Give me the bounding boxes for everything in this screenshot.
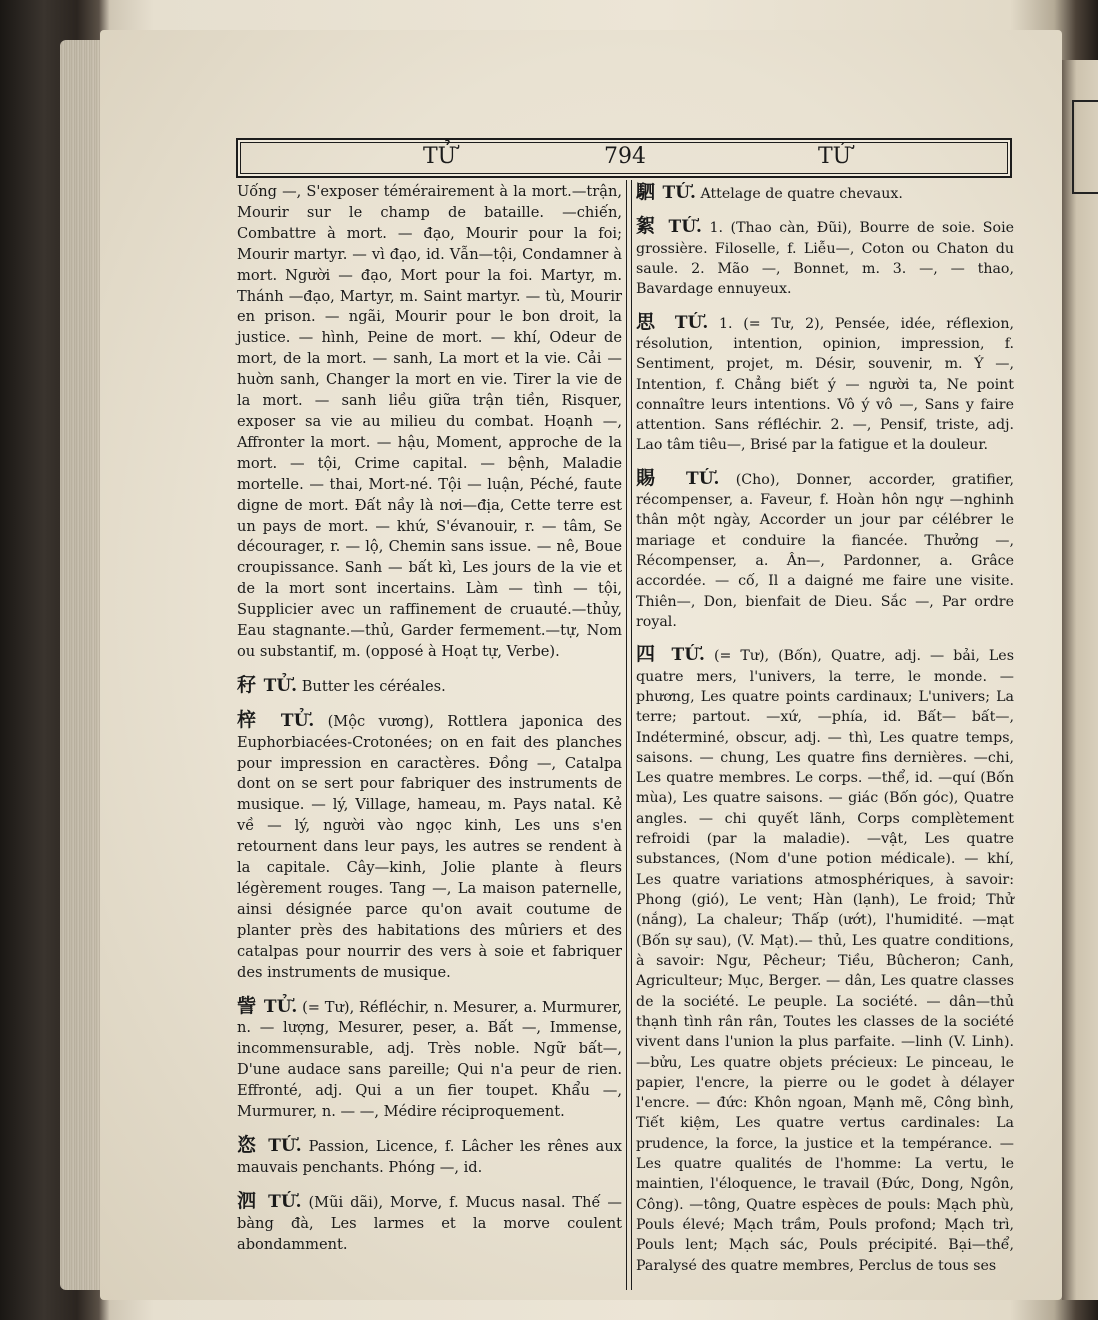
dictionary-entry bbox=[636, 312, 1014, 456]
entry-han-character: 思 bbox=[636, 310, 662, 333]
entry-body: 1. (Thao càn, Đũi), Bourre de soie. Soie grossière. Filoselle, f. Liễu—, Coton ou Chaton du saule. 2. Mão —, Bonnet, m. 3. —, — thao, Bavardage ennuyeux. bbox=[636, 220, 1015, 298]
entry-han-character: 賜 bbox=[636, 466, 667, 489]
entry-headword: TỨ. bbox=[686, 468, 720, 489]
entry-body: Attelage de quatre chevaux. bbox=[700, 186, 903, 202]
facing-page-header-box bbox=[1072, 100, 1098, 194]
entry-headword: TỨ. bbox=[671, 645, 705, 666]
entry-han-character: 絮 bbox=[636, 215, 659, 238]
dictionary-entry bbox=[636, 182, 1014, 204]
column-divider bbox=[626, 180, 632, 1290]
page-number: 794 bbox=[604, 144, 646, 169]
facing-page-sliver bbox=[1062, 60, 1098, 1300]
dictionary-entry bbox=[237, 1135, 622, 1179]
entry-han-character: 泗 bbox=[237, 1189, 259, 1212]
dictionary-entry bbox=[237, 675, 622, 698]
dictionary-entry bbox=[237, 996, 622, 1123]
entry-han-character: 四 bbox=[636, 643, 660, 666]
left-column bbox=[237, 182, 622, 1268]
entry-han-character: 恣 bbox=[237, 1133, 259, 1156]
entry-headword: TỬ. bbox=[280, 710, 315, 731]
entry-headword: TỨ. bbox=[662, 183, 696, 203]
entry-body: (Mộc vương), Rottlera japonica des Euphorbiacées-Crotonées; on en fait des planches pour impression en caractères. Đồng —, Catalpa dont on se sert pour fabriquer des instruments de musique. — lý, Village, hameau, m. Pays natal. Kẻ về — lý, người vào ngọc kinh, Les uns s'en retournent dans leur pays, les autres se rendent à la capitale. Cây—kinh, Jolie plante à fleurs légèrement rouges. Tang —, La maison paternelle, ainsi désignée parce qu'on avait coutume de planter près des habitations des mûriers et des catalpas pour nourrir des vers à soie et fabriquer des instruments de musique. bbox=[237, 712, 623, 981]
dictionary-entry bbox=[636, 216, 1014, 299]
entry-body: (= Tư), Réfléchir, n. Mesurer, a. Murmurer, n. — lượng, Mesurer, peser, a. Bất —, Immense, incommensurable, adj. Très noble. Ngữ bất—, D'une audace sans pareille; Qui n'a peur de rien. Effronté, adj. Qui a un fier toupet. Khẩu —, Murmurer, n. — —, Médire réciproquement. bbox=[237, 998, 623, 1121]
entry-headword: TỨ. bbox=[268, 1135, 302, 1156]
right-column bbox=[636, 182, 1014, 1288]
entry-body: Passion, Licence, f. Lâcher les rênes aux mauvais penchants. Phóng —, id. bbox=[237, 1137, 623, 1176]
entry-body: (= Tư), (Bốn), Quatre, adj. — bải, Les quatre mers, l'univers, la terre, le monde. —phương, Les quatre points cardinaux; L'univers; La terre; partout. —xứ, —phía, id. Bất— bất—, Indéterminé, obscur, adj. — thì, Les quatre temps, saisons. — chung, Les quatre fins dernières. —chi, Les quatre membres. Le corps. —thể, id. —quí (Bốn mùa), Les quatre saisons. — giác (Bốn góc), Quatre angles. — chi quyết lãnh, Corps complètement refroidi (par la maladie). —vật, Les quatre substances, (Nom d'une potion médicale). — khí, Les quatre variations atmosphériques, à savoir: Phong (gió), Le vent; Hàn (lạnh), Le froid; Thử (nắng), La chaleur; Thấp (ướt), l'humidité. —mạt (Bốn sự sau), (V. Mạt).— thủ, Les quatre conditions, à savoir: Ngư, Pêcheur; Tiều, Bûcheron; Canh, Agriculteur; Mục, Berger. — dân, Les quatre classes de la société. Le peuple. La société. — dân—thủ thạnh tình rân rân, Toutes les classes de la société vivent dans l'union la plus parfaite. —linh (V. Linh). —bửu, Les quatre objets précieux: Le pinceau, le papier, l'encre, la pierre ou le godet à délayer l'encre. — đức: Khôn ngoan, Mạnh mẽ, Công bình, Tiết kiệm, Les quatre vertus cardinales: La prudence, la force, la justice et la tempérance. — Les quatre qualités de l'homme: La vertu, le maintien, l'éloquence, le travail (Đức, Dong, Ngôn, Công). —tông, Quatre espèces de pouls: Mạch phù, Pouls élevé; Mạch trầm, Pouls profond; Mạch trì, Pouls lent; Mạch sác, Pouls précipité. Bại—thể, Paralysé des quatre membres, Perclus de tous ses bbox=[636, 648, 1014, 1274]
entry-body: Uống —, S'exposer témérairement à la mort.—trận, Mourir sur le champ de bataille. —chiến, Combattre à mort. — đạo, Mourir pour la foi; Mourir martyr. — vì đạo, id. Vẫn—tội, Condamner à mort. Người — đạo, Mort pour la foi. Martyr, m. Thánh —đạo, Martyr, m. Saint martyr. — tù, Mourir en prison. — ngãi, Mourir pour le bon droit, la justice. — hình, Peine de mort. — khí, Odeur de mort, de la mort. — sanh, La mort et la vie. Cải — huờn sanh, Changer la mort en vie. Tirer la vie de la mort. — sanh liều giữa trận tiền, Risquer, exposer sa vie au milieu du combat. Hoạnh —, Affronter la mort. — hậu, Moment, approche de la mort. — tội, Crime capital. — bệnh, Maladie mortelle. — thai, Mort-né. Tội — luận, Péché, faute digne de mort. Đất nầy là nơi—địa, Cette terre est un pays de mort. — khứ, S'évanouir, r. — tâm, Se décourager, r. — lộ, Chemin sans issue. — nê, Boue croupissance. Sanh — bất kì, Les jours de la vie et de la mort sont incertains. Làm — tình — tội, Supplicier avec un raffinement de cruauté.—thủy, Eau stagnante.—thủ, Garder fermement.—tự, Nom ou substantif, m. (opposé à Hoạt tự, Verbe). bbox=[237, 183, 622, 660]
entry-headword: TỨ. bbox=[674, 312, 709, 333]
entry-headword: TỬ. bbox=[263, 675, 298, 696]
entry-body: (Cho), Donner, accorder, gratifier, récompenser, a. Faveur, f. Hoàn hôn ngự —nghinh thân một ngày, Accorder un jour par célébrer le mariage et conduire la fiancée. Thưởng —, Récompenser, a. Ân—, Pardonner, a. Grâce accordée. — cố, Il a daigné me faire une visite. Thiên—, Don, bienfait de Dieu. Sắc —, Par ordre royal. bbox=[636, 471, 1015, 630]
dictionary-entry bbox=[237, 1191, 622, 1256]
entry-han-character: 駟 bbox=[636, 181, 656, 203]
header-left-headword: TỬ bbox=[423, 144, 457, 169]
entry-body: (Mũi dãi), Morve, f. Mucus nasal. Thế — bàng đà, Les larmes et la morve coulent abondamment. bbox=[237, 1193, 622, 1253]
entry-headword: TỨ. bbox=[668, 217, 702, 238]
dictionary-entry bbox=[636, 468, 1014, 633]
dictionary-entry bbox=[237, 710, 622, 984]
entry-han-character: 訾 bbox=[237, 994, 257, 1017]
page-header bbox=[236, 138, 1012, 178]
entry-han-character: 梓 bbox=[237, 708, 265, 731]
entry-body: 1. (= Tư, 2), Pensée, idée, réflexion, résolution, intention, opinion, impression, f. Sentiment, projet, m. Désir, souvenir, m. Ý —, Intention, f. Chẳng biết ý — người ta, Ne point connaître leurs intentions. Vô ý vô —, Sans y faire attention. Sans réfléchir. 2. —, Pensif, triste, adj. Lao tâm tiêu—, Brisé par la fatigue et la douleur. bbox=[636, 315, 1014, 454]
entry-body: Butter les céréales. bbox=[301, 677, 446, 695]
dictionary-entry bbox=[636, 644, 1014, 1276]
dictionary-entry-continued bbox=[237, 182, 622, 663]
entry-han-character: 秄 bbox=[237, 673, 257, 696]
entry-headword: TỬ. bbox=[263, 996, 298, 1017]
entry-headword: TỨ. bbox=[268, 1191, 302, 1212]
header-right-headword: TỨ bbox=[818, 144, 852, 169]
